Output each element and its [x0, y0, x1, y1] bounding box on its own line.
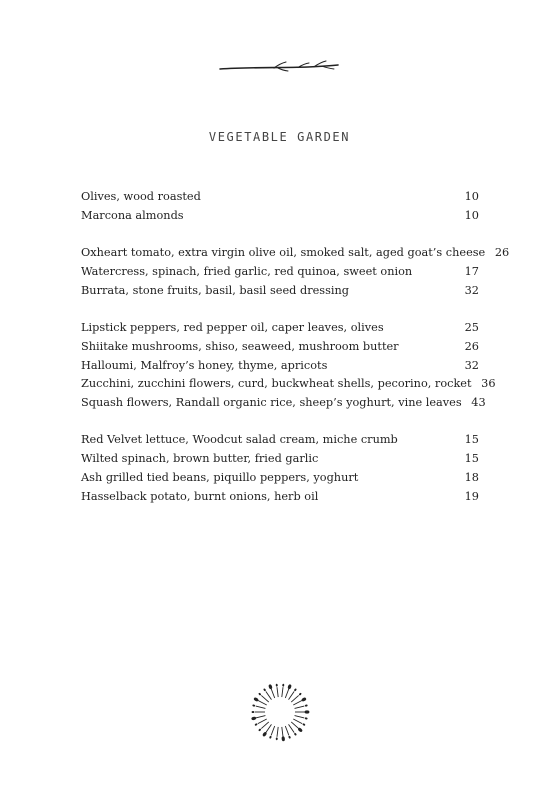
- menu-list: [81, 188, 510, 525]
- menu-item: [81, 488, 479, 507]
- cutlery-burst-emblem-icon: [250, 682, 310, 742]
- section-title: VEGETABLE GARDEN: [208, 130, 351, 144]
- menu-section-mains: [81, 319, 496, 413]
- item-name: Shiitake mushrooms, shiso, seaweed, mushroom butter: [81, 339, 399, 353]
- item-price: 32: [464, 358, 479, 372]
- item-price: 19: [464, 489, 479, 503]
- item-name: Zucchini, zucchini flowers, curd, buckwheat shells, pecorino, rocket: [81, 377, 472, 391]
- menu-item: [81, 338, 479, 357]
- menu-item: [81, 469, 479, 488]
- item-price: 15: [464, 433, 479, 447]
- item-price: 26: [464, 339, 479, 353]
- item-price: 36: [481, 377, 496, 391]
- menu-item: [81, 319, 479, 338]
- item-name: Ash grilled tied beans, piquillo peppers, yoghurt: [81, 471, 359, 485]
- menu-item: [81, 357, 479, 376]
- item-price: 17: [464, 264, 479, 278]
- item-name: Marcona almonds: [81, 208, 184, 222]
- menu-item: [81, 188, 479, 207]
- item-price: 26: [494, 246, 510, 260]
- item-name: Squash flowers, Randall organic rice, sheep’s yoghurt, vine leaves: [81, 396, 462, 410]
- item-name: Hasselback potato, burnt onions, herb oil: [81, 489, 319, 503]
- item-price: 43: [471, 396, 486, 410]
- menu-section-starters: [81, 244, 510, 300]
- item-price: 10: [464, 208, 479, 222]
- branch-ornament-icon: [218, 58, 340, 78]
- menu-item: [81, 431, 479, 450]
- item-name: Red Velvet lettuce, Woodcut salad cream, miche crumb: [81, 433, 398, 447]
- menu-item: [81, 394, 486, 413]
- menu-section-snacks: [81, 188, 479, 226]
- item-price: 18: [464, 471, 479, 485]
- item-price: 32: [464, 283, 479, 297]
- item-name: Watercress, spinach, fried garlic, red quinoa, sweet onion: [81, 264, 413, 278]
- item-name: Lipstick peppers, red pepper oil, caper leaves, olives: [81, 320, 384, 334]
- item-price: 25: [464, 320, 479, 334]
- menu-item: [81, 282, 479, 301]
- item-name: Oxheart tomato, extra virgin olive oil, smoked salt, aged goat’s cheese: [81, 246, 486, 260]
- menu-item: [81, 263, 479, 282]
- item-name: Halloumi, Malfroy’s honey, thyme, apricots: [81, 358, 328, 372]
- menu-item: [81, 450, 479, 469]
- item-price: 10: [464, 190, 479, 203]
- menu-item: [81, 244, 510, 263]
- item-name: Wilted spinach, brown butter, fried garlic: [81, 452, 319, 466]
- item-name: Burrata, stone fruits, basil, basil seed dressing: [81, 283, 350, 297]
- menu-item: [81, 375, 496, 394]
- menu-item: [81, 207, 479, 226]
- menu-section-sides: [81, 431, 479, 506]
- item-price: 15: [464, 452, 479, 466]
- item-name: Olives, wood roasted: [81, 190, 201, 203]
